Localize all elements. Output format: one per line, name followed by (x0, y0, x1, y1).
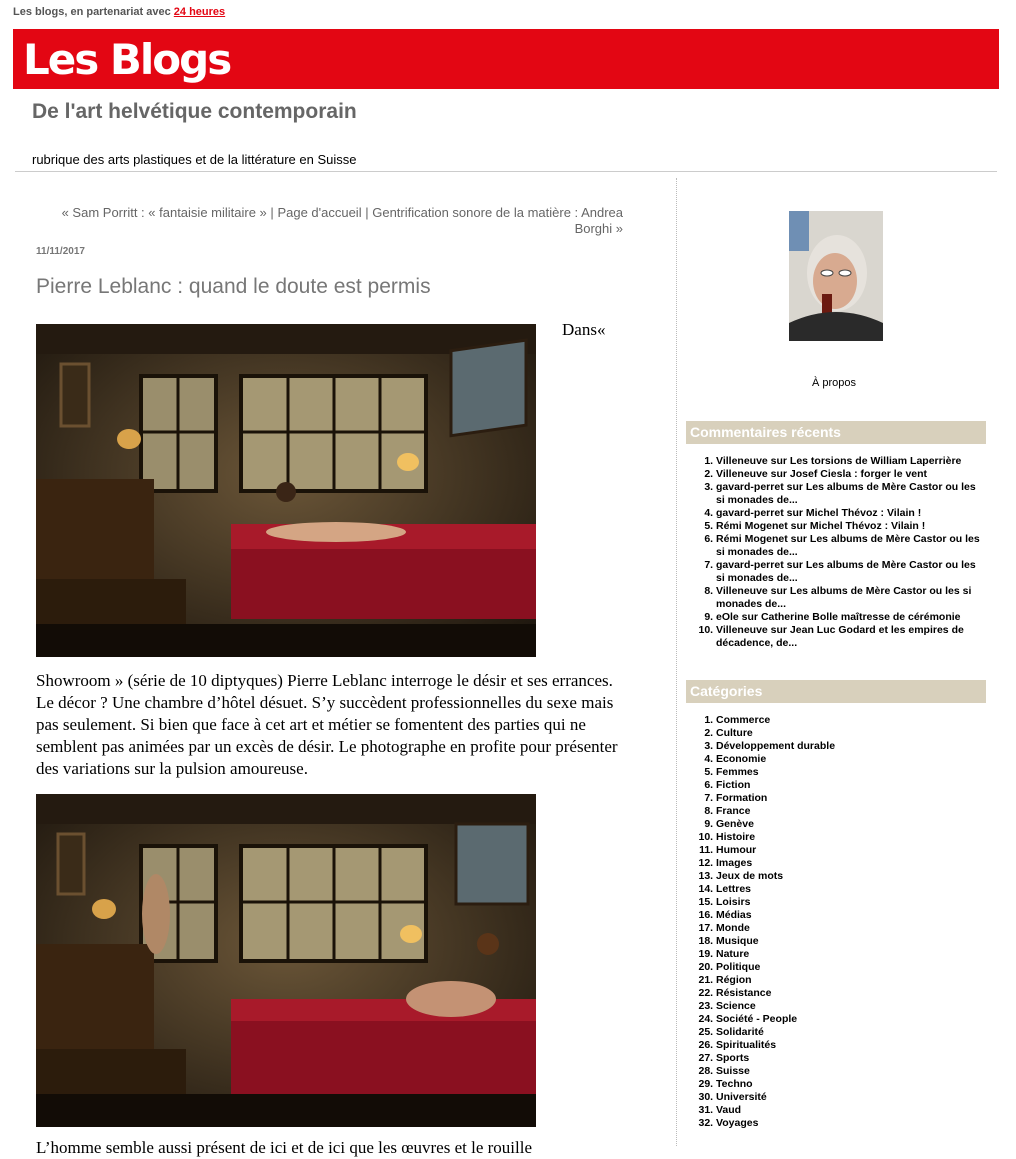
category-item[interactable]: 21. Région (716, 974, 986, 987)
category-item[interactable]: 15. Loisirs (716, 896, 986, 909)
blog-title[interactable]: De l'art helvétique contemporain (32, 100, 357, 123)
recent-comment-item[interactable]: 5. Rémi Mogenet sur Michel Thévoz : Vilain ! (716, 520, 986, 533)
about-link[interactable]: À propos (812, 377, 857, 389)
home-link[interactable]: Page d'accueil (277, 205, 362, 220)
recent-comment-item[interactable]: 3. gavard-perret sur Les albums de Mère Castor ou les si monades de... (716, 481, 986, 507)
category-item[interactable]: 7. Formation (716, 792, 986, 805)
post-photo-1 (36, 324, 536, 657)
category-item[interactable]: 8. France (716, 805, 986, 818)
blog-subtitle: rubrique des arts plastiques et de la littérature en Suisse (32, 152, 357, 167)
category-item[interactable]: 26. Spiritualités (716, 1039, 986, 1052)
post-navigation (40, 205, 623, 237)
site-logo[interactable]: Les Blogs (23, 35, 231, 84)
recent-comment-item[interactable]: 2. Villeneuve sur Josef Ciesla : forger le vent (716, 468, 986, 481)
recent-comment-item[interactable]: 6. Rémi Mogenet sur Les albums de Mère Castor ou les si monades de... (716, 533, 986, 559)
category-item[interactable]: 19. Nature (716, 948, 986, 961)
category-item[interactable]: 10. Histoire (716, 831, 986, 844)
category-item[interactable]: 25. Solidarité (716, 1026, 986, 1039)
post-intro: Dans« (562, 320, 606, 339)
category-item[interactable]: 30. Université (716, 1091, 986, 1104)
category-item[interactable]: 18. Musique (716, 935, 986, 948)
category-item[interactable]: 16. Médias (716, 909, 986, 922)
category-item[interactable]: 4. Economie (716, 753, 986, 766)
partner-link[interactable]: 24 heures (173, 6, 226, 18)
author-avatar[interactable] (789, 211, 883, 341)
header-divider (15, 171, 997, 172)
recent-comment-item[interactable]: 1. Villeneuve sur Les torsions de William Laperrière (716, 455, 986, 468)
nav-separator: | (270, 205, 274, 220)
category-item[interactable]: 29. Techno (716, 1078, 986, 1091)
category-item[interactable]: 1. Commerce (716, 714, 986, 727)
post-date: 11/11/2017 (36, 246, 85, 257)
category-item[interactable]: 3. Développement durable (716, 740, 986, 753)
partner-bar (13, 6, 225, 18)
category-item[interactable]: 31. Vaud (716, 1104, 986, 1117)
column-divider (676, 178, 677, 1146)
category-item[interactable]: 17. Monde (716, 922, 986, 935)
post-body-continued: L’homme semble aussi présent de ici et de ici que les œuvres et le rouille (36, 1138, 533, 1157)
category-item[interactable]: 5. Femmes (716, 766, 986, 779)
category-item[interactable]: 24. Société - People (716, 1013, 986, 1026)
recent-comments-heading: Commentaires récents (686, 421, 986, 444)
category-item[interactable]: 12. Images (716, 857, 986, 870)
post-title[interactable]: Pierre Leblanc : quand le doute est permis (36, 275, 431, 298)
recent-comments-list (686, 455, 986, 650)
recent-comment-item[interactable]: 7. gavard-perret sur Les albums de Mère Castor ou les si monades de... (716, 559, 986, 585)
previous-post-link[interactable]: « Sam Porritt : « fantaisie militaire » (61, 205, 267, 220)
categories-list (686, 714, 986, 1130)
category-item[interactable]: 32. Voyages (716, 1117, 986, 1130)
category-item[interactable]: 23. Science (716, 1000, 986, 1013)
category-item[interactable]: 22. Résistance (716, 987, 986, 1000)
recent-comment-item[interactable]: 9. eOle sur Catherine Bolle maîtresse de cérémonie (716, 611, 986, 624)
partner-text: Les blogs, en partenariat avec (13, 6, 171, 18)
next-post-link[interactable]: Gentrification sonore de la matière : Andrea Borghi » (372, 205, 623, 236)
category-item[interactable]: 6. Fiction (716, 779, 986, 792)
category-item[interactable]: 28. Suisse (716, 1065, 986, 1078)
recent-comment-item[interactable]: 4. gavard-perret sur Michel Thévoz : Vilain ! (716, 507, 986, 520)
recent-comment-item[interactable]: 10. Villeneuve sur Jean Luc Godard et les empires de décadence, de... (716, 624, 986, 650)
category-item[interactable]: 11. Humour (716, 844, 986, 857)
category-item[interactable]: 27. Sports (716, 1052, 986, 1065)
categories-heading: Catégories (686, 680, 986, 703)
category-item[interactable]: 9. Genève (716, 818, 986, 831)
category-item[interactable]: 20. Politique (716, 961, 986, 974)
site-banner (13, 29, 999, 89)
nav-separator: | (365, 205, 369, 220)
recent-comment-item[interactable]: 8. Villeneuve sur Les albums de Mère Castor ou les si monades de... (716, 585, 986, 611)
post-photo-2 (36, 794, 536, 1127)
category-item[interactable]: 2. Culture (716, 727, 986, 740)
category-item[interactable]: 14. Lettres (716, 883, 986, 896)
category-item[interactable]: 13. Jeux de mots (716, 870, 986, 883)
post-body: Showroom » (série de 10 diptyques) Pierre Leblanc interroge le désir et ses errances. Le décor ? Une chambre d’hôtel désuet. S’y succèdent professionnelles du sexe mais pas seulement. Si bien que face à cet art et métier se fomentent des parties qui ne semblent pas animées par un excès de désir. Le photographe en profite pour présenter des variations sur la pulsion amoureuse. (36, 671, 618, 778)
